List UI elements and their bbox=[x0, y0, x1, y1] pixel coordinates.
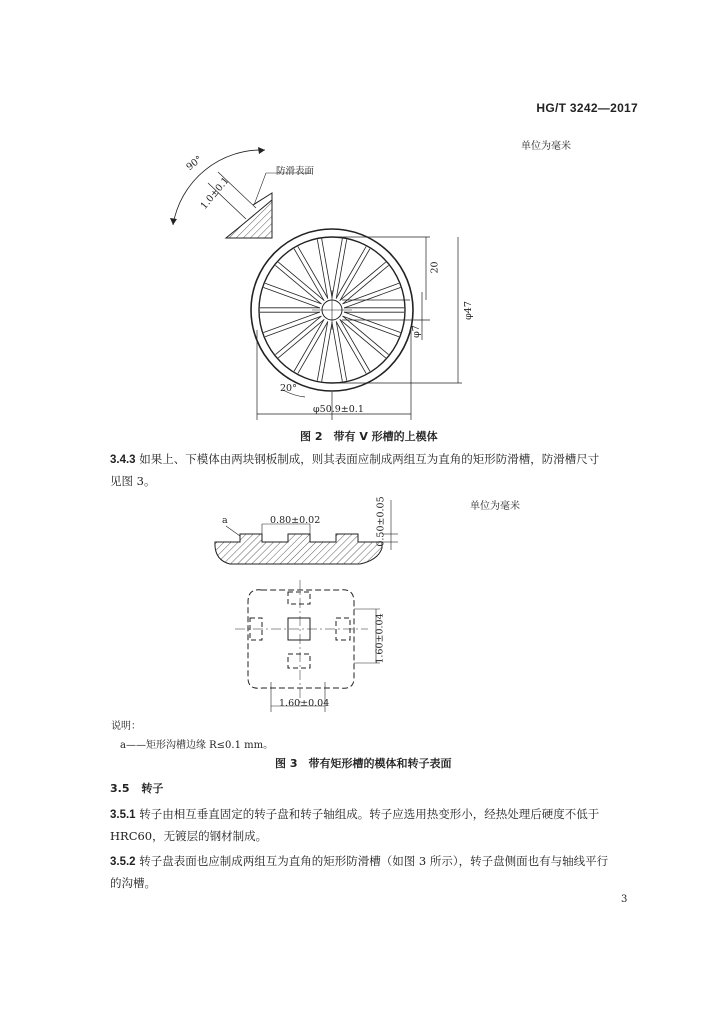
figure3-dim-depth: 0.50±0.05 bbox=[375, 496, 387, 547]
section-3-4-3-text-cont: 见图 3。 bbox=[110, 474, 156, 488]
figure2-angle-spoke: 20° bbox=[280, 383, 297, 394]
groove-plan-view bbox=[235, 580, 380, 712]
section-3-5-title: 转子 bbox=[141, 782, 164, 795]
wheel-spoke bbox=[340, 319, 386, 358]
wheel-spoke bbox=[265, 316, 321, 337]
wheel-spoke bbox=[344, 312, 400, 333]
section-3-4-3-text: 如果上、下模体由两块钢板制成，则其表面应制成两组互为直角的矩形防滑槽，防滑槽尺寸 bbox=[139, 452, 600, 466]
wheel-spoke bbox=[343, 316, 399, 337]
wheel-spoke bbox=[340, 319, 370, 371]
figure3-drawing bbox=[0, 490, 724, 720]
figure2-caption: 图 2 带有 V 形槽的上模体 bbox=[300, 430, 438, 443]
section-3-4-3 bbox=[110, 449, 630, 492]
wheel-spoke bbox=[264, 312, 320, 333]
groove-profile bbox=[215, 500, 398, 564]
section-3-5-2 bbox=[110, 851, 630, 894]
section-3-5-2-text-cont: 的沟槽。 bbox=[110, 876, 156, 890]
figure2-dim-phi47: φ47 bbox=[462, 301, 474, 320]
wheel-spoke bbox=[278, 319, 324, 358]
wheel-spoke bbox=[340, 262, 386, 301]
wheel-spoke bbox=[294, 319, 324, 371]
figure3-dim-pitch-h: 1.60±0.04 bbox=[279, 698, 330, 709]
wheel-spoke bbox=[340, 249, 370, 301]
figure3-notes-title: 说明： bbox=[111, 721, 141, 732]
figure2-dim-20: 20 bbox=[429, 261, 441, 274]
wheel-spoke bbox=[332, 239, 342, 298]
figure2-callout-label: 防滑表面 bbox=[276, 166, 315, 177]
figure3-callout-a: a bbox=[222, 515, 228, 526]
section-3-5-1-text: 转子由相互垂直固定的转子盘和转子轴组成。转子应选用热变形小，经热处理后硬度不低于 bbox=[139, 807, 600, 821]
figure2-angle-top: 90° bbox=[184, 153, 205, 174]
figure2-groove-dim: 1.0±0.1 bbox=[198, 175, 232, 212]
section-3-5-number: 3.5 bbox=[110, 782, 130, 795]
wheel-spoke bbox=[294, 249, 324, 301]
wheel-spoke bbox=[343, 283, 399, 304]
figure2-dim-outer: φ50.9±0.1 bbox=[313, 404, 364, 415]
section-3-5-2-text: 转子盘表面也应制成两组互为直角的矩形防滑槽（如图 3 所示），转子盘侧面也有与轴线平行 bbox=[139, 854, 609, 868]
section-3-4-3-number: 3.4.3 bbox=[110, 454, 136, 466]
section-3-5-2-number: 3.5.2 bbox=[110, 856, 136, 868]
wheel-spoke bbox=[265, 283, 321, 304]
wheel-spoke bbox=[322, 322, 332, 381]
wheel-spoke bbox=[344, 287, 400, 308]
section-3-5-1-text-cont: HRC60，无镀层的钢材制成。 bbox=[110, 829, 268, 843]
wheel-spoke bbox=[322, 239, 332, 298]
section-3-5 bbox=[110, 780, 163, 796]
page-number: 3 bbox=[621, 894, 628, 905]
section-3-5-1-number: 3.5.1 bbox=[110, 809, 136, 821]
wheel-spoke bbox=[278, 262, 324, 301]
figure2-unit-label: 单位为毫米 bbox=[521, 141, 571, 152]
figure2-dim-phi7: φ7 bbox=[410, 325, 422, 338]
section-3-5-1 bbox=[110, 804, 630, 847]
figure3-dim-pitch-v: 1.60±0.04 bbox=[374, 613, 386, 664]
figure3-note-a: a——矩形沟槽边缘 R≤0.1 mm。 bbox=[120, 740, 274, 751]
figure3-unit-label: 单位为毫米 bbox=[470, 501, 520, 512]
standard-code: HG/T 3242—2017 bbox=[536, 101, 638, 115]
wheel-spoke bbox=[332, 322, 342, 381]
figure2-drawing bbox=[0, 0, 724, 440]
figure3-dim-width: 0.80±0.02 bbox=[270, 515, 321, 526]
wheel-plate bbox=[251, 229, 413, 391]
figure3-caption: 图 3 带有矩形槽的模体和转子表面 bbox=[275, 757, 452, 770]
wheel-spoke bbox=[264, 287, 320, 308]
